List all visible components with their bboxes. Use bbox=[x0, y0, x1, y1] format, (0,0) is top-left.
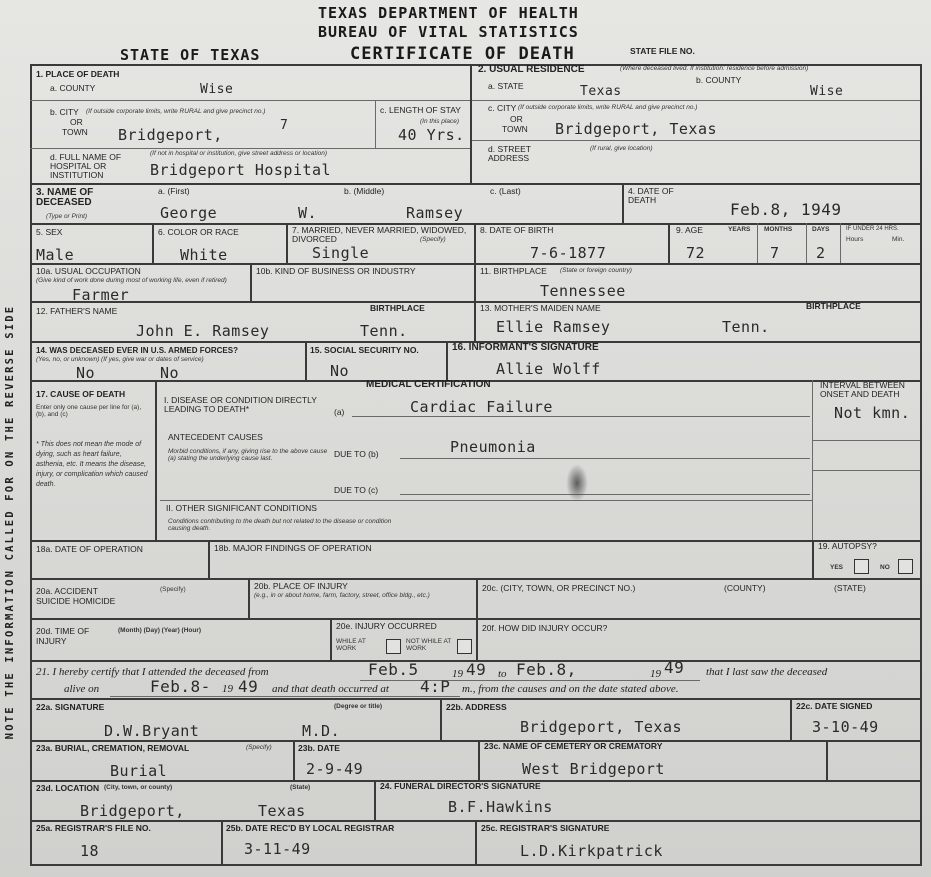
rule bbox=[474, 301, 476, 341]
f20e-label: 20e. INJURY OCCURRED bbox=[336, 621, 437, 631]
rule bbox=[330, 618, 332, 660]
f21-19-alive: 19 bbox=[222, 683, 233, 695]
rule bbox=[812, 380, 813, 540]
last-seen-alive-date: Feb.8- bbox=[150, 677, 211, 696]
autopsy-yes-checkbox[interactable] bbox=[854, 559, 869, 574]
informant-signature: Allie Wolff bbox=[496, 360, 601, 378]
f23d-state-label: (State) bbox=[290, 784, 311, 791]
first-name: George bbox=[160, 204, 218, 222]
disposition: Burial bbox=[110, 762, 168, 780]
f10b-label: 10b. KIND OF BUSINESS OR INDUSTRY bbox=[256, 266, 416, 276]
f7-note: (Specify) bbox=[420, 236, 446, 243]
medical-certification-title: MEDICAL CERTIFICATION bbox=[366, 379, 491, 390]
rule bbox=[806, 223, 807, 263]
cause-b: Pneumonia bbox=[450, 438, 536, 456]
registrar-signature: L.D.Kirkpatrick bbox=[520, 842, 663, 860]
rule bbox=[221, 820, 223, 864]
f23a-label: 23a. BURIAL, CREMATION, REMOVAL bbox=[36, 743, 190, 753]
f9-label: 9. AGE bbox=[676, 225, 703, 235]
f21-text-d: and that death occurred at bbox=[272, 683, 389, 695]
cemetery-city: Bridgeport, bbox=[80, 802, 185, 820]
attended-to-date: Feb.8, bbox=[516, 660, 577, 679]
f17-II-note: Conditions contributing to the death but not related to the disease or condition causing death. bbox=[168, 518, 392, 532]
f9-days-label: DAYS bbox=[812, 226, 830, 233]
f21-19-to: 19 bbox=[650, 668, 661, 680]
f21-text-a: 21. I hereby certify that I attended the deceased from bbox=[36, 666, 269, 678]
physician-address: Bridgeport, Texas bbox=[520, 718, 683, 736]
precinct: 7 bbox=[280, 118, 289, 133]
line bbox=[160, 500, 812, 501]
dept-title: TEXAS DEPARTMENT OF HEALTH bbox=[318, 4, 579, 22]
rule bbox=[293, 740, 295, 780]
f21-text-c: alive on bbox=[64, 683, 100, 695]
last-name: Ramsey bbox=[406, 204, 464, 222]
f23d-label: 23d. LOCATION bbox=[36, 783, 100, 793]
rule bbox=[30, 100, 470, 101]
state-file-no-label: STATE FILE NO. bbox=[630, 46, 695, 56]
line bbox=[360, 680, 700, 681]
residence-county: Wise bbox=[810, 84, 844, 99]
age-months: 7 bbox=[770, 244, 780, 262]
antecedent-label: ANTECEDENT CAUSES bbox=[168, 432, 263, 442]
date-received: 3-11-49 bbox=[244, 840, 311, 858]
rule bbox=[248, 578, 250, 618]
f1-label: 1. PLACE OF DEATH bbox=[36, 69, 120, 79]
rule bbox=[375, 100, 376, 148]
f4-label: 4. DATE OF DEATH bbox=[628, 186, 674, 205]
rule bbox=[757, 223, 758, 263]
marital-status: Single bbox=[312, 244, 370, 262]
f22b-label: 22b. ADDRESS bbox=[446, 702, 507, 712]
rule bbox=[472, 100, 920, 101]
f1d-label: d. FULL NAME OF HOSPITAL OR INSTITUTION bbox=[50, 152, 122, 180]
f12-label: 12. FATHER'S NAME bbox=[36, 306, 118, 316]
birthplace: Tennessee bbox=[540, 282, 626, 300]
morbid-note: Morbid conditions, if any, giving rise to the above cause (a) stating the underlying cause last. bbox=[168, 448, 328, 462]
f24-label: 24. FUNERAL DIRECTOR'S SIGNATURE bbox=[380, 781, 541, 791]
f17-note: * This does not mean the mode of dying, such as heart failure, asthenia, etc. It means the disease, injury, or complication which caused death. bbox=[36, 441, 148, 488]
rule bbox=[208, 540, 210, 578]
f2-label: 2. USUAL RESIDENCE bbox=[478, 64, 585, 75]
social-security: No bbox=[330, 362, 350, 380]
line bbox=[110, 696, 460, 697]
f18a-label: 18a. DATE OF OPERATION bbox=[36, 544, 143, 554]
f23b-label: 23b. DATE bbox=[298, 743, 340, 753]
f16-label: 16. INFORMANT'S SIGNATURE bbox=[452, 342, 599, 353]
f20c-state: (STATE) bbox=[834, 583, 866, 593]
autopsy-no-checkbox[interactable] bbox=[898, 559, 913, 574]
f13-birthplace-label: BIRTHPLACE bbox=[806, 301, 861, 311]
f17-label: 17. CAUSE OF DEATH bbox=[36, 389, 126, 399]
f1d-note: (If not in hospital or institution, give street address or location) bbox=[150, 150, 328, 157]
line bbox=[812, 440, 920, 441]
f25c-label: 25c. REGISTRAR'S SIGNATURE bbox=[481, 823, 610, 833]
father-birthplace: Tenn. bbox=[360, 322, 408, 340]
f20c-county: (COUNTY) bbox=[724, 583, 766, 593]
f2c-label: c. CITY bbox=[488, 103, 517, 113]
interval-value: Not kmn. bbox=[834, 404, 911, 422]
line bbox=[400, 458, 810, 459]
f20a-specify: (Specify) bbox=[160, 586, 186, 593]
f9-months-label: MONTHS bbox=[764, 226, 793, 233]
rule bbox=[474, 223, 476, 301]
f23c-label: 23c. NAME OF CEMETERY OR CREMATORY bbox=[484, 741, 663, 751]
f2d-label: d. STREET ADDRESS bbox=[488, 144, 531, 163]
f3c-label: c. (Last) bbox=[490, 186, 521, 196]
due-b-label: DUE TO (b) bbox=[334, 449, 379, 459]
f14-label: 14. WAS DECEASED EVER IN U.S. ARMED FORCES? bbox=[36, 346, 238, 355]
f14-note: (Yes, no, or unknown) (If yes, give war or dates of service) bbox=[36, 356, 204, 363]
father-name: John E. Ramsey bbox=[136, 322, 270, 340]
f20c-label: 20c. (CITY, TOWN, OR PRECINCT NO.) bbox=[482, 583, 636, 593]
f2c-or: OR bbox=[510, 114, 523, 124]
rule bbox=[305, 341, 307, 380]
f20f-label: 20f. HOW DID INJURY OCCUR? bbox=[482, 623, 608, 633]
autopsy-yes-label: YES bbox=[830, 564, 844, 571]
f19-label: 19. AUTOPSY? bbox=[818, 541, 877, 551]
f20b-label: 20b. PLACE OF INJURY bbox=[254, 581, 348, 591]
f22a-label: 22a. SIGNATURE bbox=[36, 702, 105, 712]
f20a-label: 20a. ACCIDENT SUICIDE HOMICIDE bbox=[36, 586, 116, 606]
f11-label: 11. BIRTHPLACE bbox=[480, 266, 547, 276]
f2-note: (Where deceased lived. If institution: residence before admission) bbox=[620, 65, 809, 72]
f25b-label: 25b. DATE REC'D BY LOCAL REGISTRAR bbox=[226, 823, 395, 833]
f21-to: to bbox=[498, 668, 507, 680]
mother-birthplace: Tenn. bbox=[722, 318, 770, 336]
cause-a: Cardiac Failure bbox=[410, 398, 553, 416]
rule bbox=[30, 183, 922, 185]
county-of-death: Wise bbox=[200, 82, 234, 97]
state-title: STATE OF TEXAS bbox=[120, 46, 261, 64]
due-c-label: DUE TO (c) bbox=[334, 485, 379, 495]
f17-II-label: II. OTHER SIGNIFICANT CONDITIONS bbox=[166, 503, 317, 513]
rule bbox=[440, 698, 442, 740]
age-years: 72 bbox=[686, 244, 706, 262]
date-signed: 3-10-49 bbox=[812, 718, 879, 736]
rule bbox=[840, 223, 841, 263]
mother-name: Ellie Ramsey bbox=[496, 318, 611, 336]
physician-degree: M.D. bbox=[302, 722, 341, 740]
death-time: 4:P bbox=[420, 677, 451, 696]
rule bbox=[475, 820, 477, 864]
line bbox=[400, 494, 810, 495]
f2d-note: (If rural, give location) bbox=[590, 145, 653, 152]
physician-signature: D.W.Bryant bbox=[104, 722, 200, 740]
f23d-note: (City, town, or county) bbox=[104, 784, 173, 791]
f15-label: 15. SOCIAL SECURITY NO. bbox=[310, 345, 419, 355]
autopsy-no-label: NO bbox=[880, 564, 890, 571]
f21-text-e: m., from the causes and on the date stated above. bbox=[462, 683, 679, 695]
f1c-label: c. LENGTH OF STAY bbox=[380, 105, 461, 115]
f9-under-label: IF UNDER 24 HRS. bbox=[846, 226, 899, 232]
f2b-label: b. COUNTY bbox=[696, 75, 742, 85]
f20d-label: 20d. TIME OF INJURY bbox=[36, 626, 90, 646]
rule bbox=[30, 148, 470, 149]
ink-smudge bbox=[566, 464, 588, 502]
rule bbox=[30, 223, 922, 225]
f20d-columns: (Month) (Day) (Year) (Hour) bbox=[118, 627, 202, 634]
f8-label: 8. DATE OF BIRTH bbox=[480, 225, 554, 235]
cemetery-name: West Bridgeport bbox=[522, 760, 665, 778]
rule bbox=[472, 140, 920, 141]
f13-label: 13. MOTHER'S MAIDEN NAME bbox=[480, 303, 601, 313]
war-service: No bbox=[160, 364, 180, 382]
occupation: Farmer bbox=[72, 286, 130, 304]
f17-enter: Enter only one cause per line for (a), (b), and (c) bbox=[36, 404, 142, 418]
f20b-note: (e.g., in or about home, farm, factory, street, office bldg., etc.) bbox=[254, 592, 430, 599]
f1c-note: (In this place) bbox=[420, 118, 460, 125]
f17-I-label: I. DISEASE OR CONDITION DIRECTLY LEADING TO DEATH* bbox=[164, 395, 317, 414]
last-seen-alive-year: 49 bbox=[238, 677, 259, 696]
f23a-specify: (Specify) bbox=[246, 744, 272, 751]
rule bbox=[374, 780, 376, 820]
not-while-at-work-checkbox[interactable] bbox=[457, 639, 472, 654]
rule bbox=[622, 183, 624, 223]
f5-label: 5. SEX bbox=[36, 227, 63, 237]
city-of-death: Bridgeport, bbox=[118, 126, 223, 144]
f12-birthplace-label: BIRTHPLACE bbox=[370, 303, 425, 313]
f9-min-label: Min. bbox=[892, 236, 905, 243]
rule bbox=[478, 740, 480, 780]
certificate-title: CERTIFICATE OF DEATH bbox=[350, 44, 575, 64]
rule bbox=[476, 578, 478, 660]
rule bbox=[286, 223, 288, 263]
f2c-town: TOWN bbox=[502, 124, 528, 134]
rule bbox=[30, 698, 922, 700]
f21-19-from: 19 bbox=[452, 668, 463, 680]
middle-name: W. bbox=[298, 204, 318, 222]
f1b-note: (If outside corporate limits, write RURAL and give precinct no.) bbox=[86, 108, 266, 115]
f7-label: 7. MARRIED, NEVER MARRIED, WIDOWED, DIVORCED bbox=[292, 225, 467, 244]
f20e-notwhile-label: NOT WHILE AT WORK bbox=[406, 638, 452, 652]
line bbox=[352, 416, 810, 417]
f10a-note: (Give kind of work done during most of working life, even if retired) bbox=[36, 277, 227, 284]
f1a-label: a. COUNTY bbox=[50, 83, 96, 93]
attended-from-year: 49 bbox=[466, 660, 487, 679]
funeral-director: B.F.Hawkins bbox=[448, 798, 553, 816]
burial-date: 2-9-49 bbox=[306, 760, 364, 778]
f25a-label: 25a. REGISTRAR'S FILE NO. bbox=[36, 823, 151, 833]
sex: Male bbox=[36, 246, 75, 264]
rule bbox=[30, 740, 922, 742]
f11-note: (State or foreign country) bbox=[560, 267, 632, 274]
f2c-note: (If outside corporate limits, write RURAL and give precinct no.) bbox=[518, 104, 698, 111]
rule bbox=[30, 864, 922, 866]
f21-text-b: that I last saw the deceased bbox=[706, 666, 828, 678]
cemetery-state: Texas bbox=[258, 802, 306, 820]
f6-label: 6. COLOR OR RACE bbox=[158, 227, 239, 237]
f3b-label: b. (Middle) bbox=[344, 186, 385, 196]
while-at-work-checkbox[interactable] bbox=[386, 639, 401, 654]
f2a-label: a. STATE bbox=[488, 81, 524, 91]
date-of-birth: 7-6-1877 bbox=[530, 244, 607, 262]
rule bbox=[30, 540, 922, 542]
hospital-name: Bridgeport Hospital bbox=[150, 161, 332, 179]
rule bbox=[446, 341, 448, 380]
f1b-town: TOWN bbox=[62, 127, 88, 137]
side-note: NOTE THE INFORMATION CALLED FOR ON THE REVERSE SIDE bbox=[4, 304, 16, 740]
length-of-stay: 40 Yrs. bbox=[398, 126, 465, 144]
residence-city: Bridgeport, Texas bbox=[555, 120, 718, 138]
f9-hours-label: Hours bbox=[846, 236, 864, 243]
f9-years-label: YEARS bbox=[728, 226, 751, 233]
rule bbox=[250, 263, 252, 301]
rule bbox=[152, 223, 154, 263]
f3-note: (Type or Print) bbox=[46, 213, 88, 220]
armed-forces: No bbox=[76, 364, 96, 382]
rule bbox=[30, 263, 922, 265]
f3a-label: a. (First) bbox=[158, 186, 190, 196]
residence-state: Texas bbox=[580, 84, 622, 99]
rule bbox=[790, 698, 792, 740]
f10a-label: 10a. USUAL OCCUPATION bbox=[36, 266, 141, 276]
registrar-file-no: 18 bbox=[80, 842, 100, 860]
rule bbox=[155, 380, 157, 540]
rule bbox=[826, 740, 828, 780]
f17-a-label: (a) bbox=[334, 407, 345, 417]
date-of-death: Feb.8, 1949 bbox=[730, 200, 842, 219]
race: White bbox=[180, 246, 228, 264]
attended-to-year: 49 bbox=[664, 658, 685, 677]
rule bbox=[30, 301, 922, 303]
f22c-label: 22c. DATE SIGNED bbox=[796, 701, 873, 711]
f20e-while-label: WHILE AT WORK bbox=[336, 638, 366, 652]
f1b-label: b. CITY bbox=[50, 107, 79, 117]
f18b-label: 18b. MAJOR FINDINGS OF OPERATION bbox=[214, 543, 372, 553]
bureau-title: BUREAU OF VITAL STATISTICS bbox=[318, 23, 579, 41]
attended-from-date: Feb.5 bbox=[368, 660, 419, 679]
rule bbox=[470, 64, 472, 184]
f22a-degree-label: (Degree or title) bbox=[334, 703, 383, 710]
line bbox=[812, 470, 920, 471]
rule bbox=[668, 223, 670, 263]
rule bbox=[812, 540, 814, 578]
age-days: 2 bbox=[816, 244, 826, 262]
f3-label: 3. NAME OF DECEASED bbox=[36, 187, 94, 208]
f1b-or: OR bbox=[70, 117, 83, 127]
interval-label: INTERVAL BETWEEN ONSET AND DEATH bbox=[820, 380, 905, 399]
